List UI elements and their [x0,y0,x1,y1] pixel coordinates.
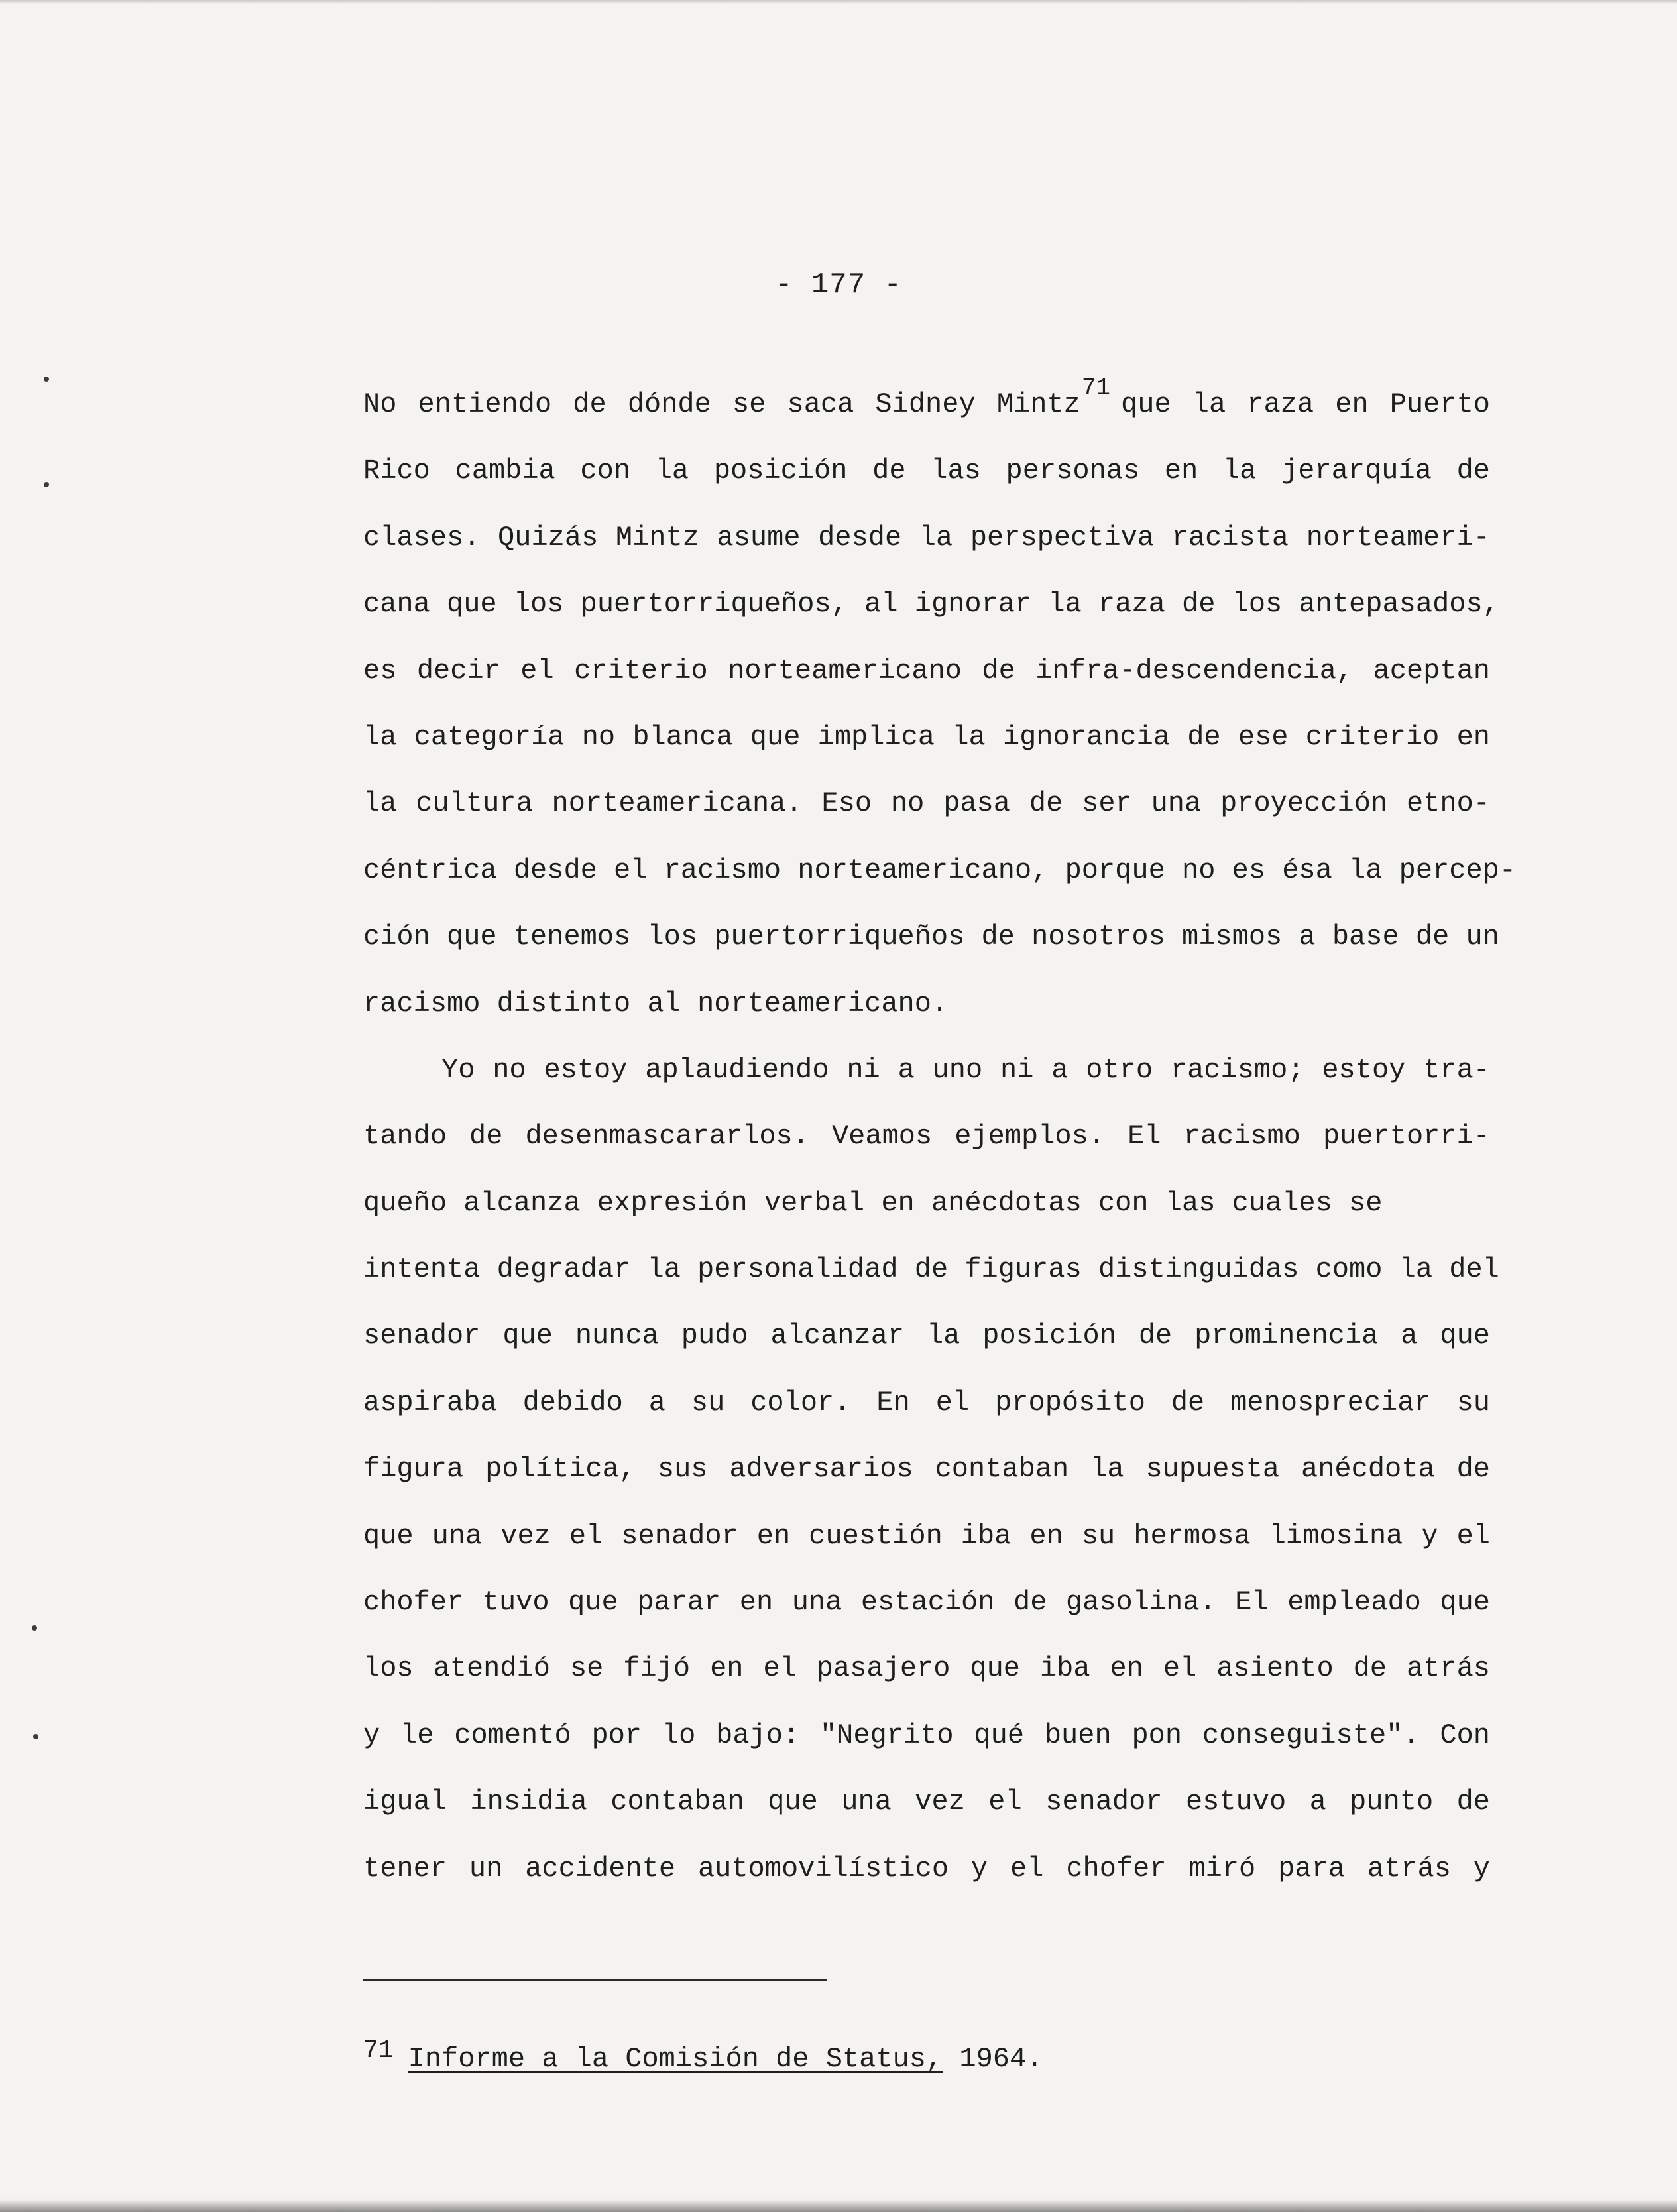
margin-dot [32,1625,37,1631]
text-line: es decir el criterio norteamericano de infra-descendencia, aceptan [363,654,1490,687]
footnote-title: Informe a la Comisión de Status, [408,2043,943,2075]
text-line: racismo distinto al norteamericano. [363,987,949,1019]
text-line: intenta degradar la personalidad de figuras distinguidas como la del [363,1253,1499,1286]
footnote [363,2036,1043,2075]
text-line: y le comentó por lo bajo: "Negrito qué buen pon conseguiste". Con [363,1719,1490,1751]
footnote-reference: 71 [1081,375,1111,402]
text-line: cana que los puertorriqueños, al ignorar la raza de los antepasados, [363,588,1499,620]
text-line: ción que tenemos los puertorriqueños de nosotros mismos a base de un [363,921,1499,953]
text-line: los atendió se fijó en el pasajero que iba en el asiento de atrás [363,1653,1490,1685]
page-number: - 177 - [775,268,902,302]
scan-top-edge [0,0,1677,4]
footnote-year: 1964. [959,2043,1043,2075]
text-line: céntrica desde el racismo norteamericano, porque no es ésa la percep- [363,854,1517,886]
scan-bottom-edge [0,2199,1677,2212]
text-line: figura política, sus adversarios contaban la supuesta anécdota de [363,1453,1490,1485]
text-line: queño alcanza expresión verbal en anécdotas con las cuales se [363,1187,1383,1219]
margin-dot [44,482,49,487]
text-line: la categoría no blanca que implica la ignorancia de ese criterio en [363,721,1490,753]
text-line: No entiendo de dónde se saca Sidney Mintz71que la raza en Puerto [363,375,1490,420]
text-line: Rico cambia con la posición de las personas en la jerarquía de [363,455,1490,487]
margin-dot [44,377,49,382]
text-line: senador que nunca pudo alcanzar la posición de prominencia a que [363,1320,1490,1352]
text-line: que una vez el senador en cuestión iba en su hermosa limosina y el [363,1519,1490,1552]
margin-dot [33,1734,38,1739]
text-line: la cultura norteamericana. Eso no pasa de ser una proyección etno- [363,787,1490,820]
text-line: chofer tuvo que parar en una estación de gasolina. El empleado que [363,1586,1490,1619]
text-line: clases. Quizás Mintz asume desde la perspectiva racista norteameri- [363,521,1490,553]
paragraph-first-line: Yo no estoy aplaudiendo ni a uno ni a otro racismo; estoy tra- [441,1053,1490,1086]
footnote-number: 71 [363,2036,394,2065]
text-line: igual insidia contaban que una vez el senador estuvo a punto de [363,1786,1490,1818]
text-line: tando de desenmascararlos. Veamos ejemplos. El racismo puertorri- [363,1120,1490,1153]
footnote-separator [363,1979,827,1981]
text-line: aspiraba debido a su color. En el propósito de menospreciar su [363,1386,1490,1419]
body-text [363,371,1517,1902]
text-line: tener un accidente automovilístico y el chofer miró para atrás y [363,1852,1490,1885]
